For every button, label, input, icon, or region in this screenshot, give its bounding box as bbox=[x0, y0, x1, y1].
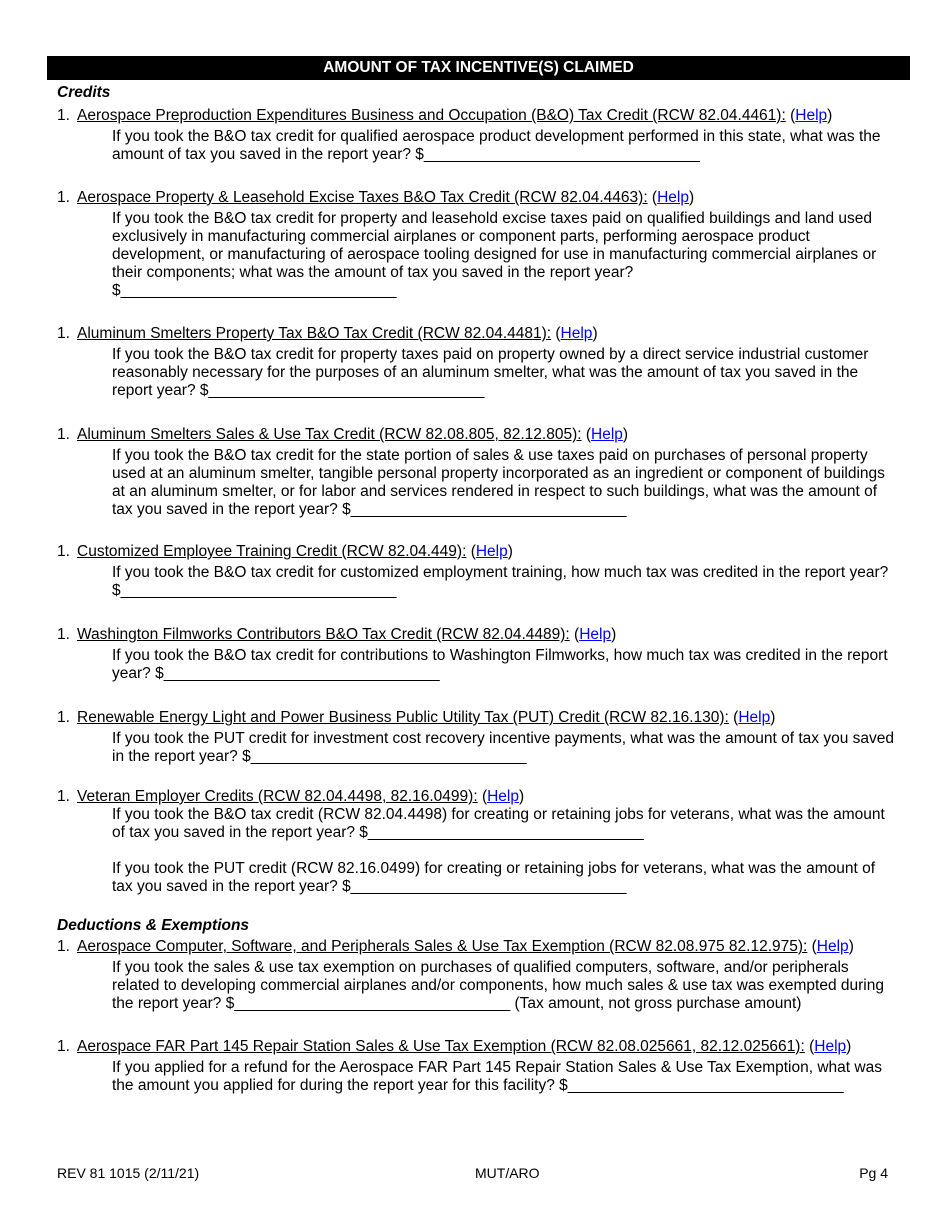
question-text: at an aluminum smelter, or for labor and services rendered in respect to such buildings, what was the amount of bbox=[112, 483, 878, 500]
question-line bbox=[112, 465, 917, 483]
question-line bbox=[112, 346, 917, 364]
question-line bbox=[112, 382, 917, 400]
item-title: Aerospace Preproduction Expenditures Business and Occupation (B&O) Tax Credit (RCW 82.04.4461): bbox=[77, 107, 786, 124]
question-text: tax you saved in the report year? bbox=[112, 501, 343, 518]
question-paragraph bbox=[112, 564, 917, 600]
question-paragraph bbox=[112, 346, 917, 400]
item-title: Aerospace Property & Leasehold Excise Taxes B&O Tax Credit (RCW 82.04.4463): bbox=[77, 189, 648, 206]
help-close-paren: ) bbox=[827, 107, 833, 124]
help-close-paren: ) bbox=[688, 189, 695, 206]
question-text: exclusively in manufacturing commercial airplanes or component parts, performing aerospace product bbox=[112, 228, 810, 245]
question-line bbox=[112, 282, 917, 300]
question-line bbox=[112, 1077, 917, 1095]
help-close-paren: ) bbox=[622, 426, 629, 443]
question-line bbox=[112, 210, 917, 228]
help-open-paren: ( bbox=[569, 626, 580, 643]
item-title: Aerospace FAR Part 145 Repair Station Sales & Use Tax Exemption (RCW 82.08.025661, 82.12.025661): bbox=[77, 1038, 805, 1055]
help-link[interactable]: Help bbox=[738, 709, 771, 726]
amount-field[interactable]: $________________________________ bbox=[359, 824, 644, 841]
credit-item-renewable-energy-put bbox=[57, 709, 917, 766]
exemption-item-aerospace-far-145 bbox=[57, 1038, 917, 1095]
item-heading bbox=[57, 788, 917, 806]
question-paragraph bbox=[112, 959, 917, 1013]
question-text: related to developing commercial airplanes and/or components, how much sales & use tax was exempted during bbox=[112, 977, 884, 994]
question-paragraph bbox=[112, 730, 917, 766]
question-text: If you took the B&O tax credit for contributions to Washington Filmworks, how much tax was credited in the report bbox=[112, 647, 888, 664]
question-line bbox=[112, 748, 917, 766]
help-open-paren: ( bbox=[804, 1038, 815, 1055]
section-banner: AMOUNT OF TAX INCENTIVE(S) CLAIMED bbox=[47, 56, 910, 80]
question-line bbox=[112, 582, 917, 600]
amount-field[interactable]: $________________________________ bbox=[242, 748, 527, 765]
question-text: If you took the B&O tax credit for the state portion of sales & use taxes paid on purchases of personal property bbox=[112, 447, 868, 464]
help-link[interactable]: Help bbox=[814, 1038, 847, 1055]
help-open-paren: ( bbox=[466, 543, 476, 560]
item-heading bbox=[57, 543, 917, 561]
item-title: Aerospace Computer, Software, and Peripherals Sales & Use Tax Exemption (RCW 82.08.975 82.12.975): bbox=[77, 938, 808, 955]
question-line bbox=[112, 564, 917, 582]
credits-heading: Credits bbox=[57, 84, 111, 101]
item-heading bbox=[57, 626, 917, 644]
question-text: reasonably necessary for the purposes of an aluminum smelter, what was the amount of tax you saved in the bbox=[112, 364, 859, 381]
question-text: If you took the B&O tax credit (RCW 82.04.4498) for creating or retaining jobs for veterans, what was the amount bbox=[112, 806, 885, 823]
amount-field[interactable]: $________________________________ bbox=[155, 665, 440, 682]
question-text: amount of tax you saved in the report year? bbox=[112, 146, 416, 163]
credit-item-washington-filmworks bbox=[57, 626, 917, 683]
question-line bbox=[112, 665, 917, 683]
help-open-paren: ( bbox=[807, 938, 817, 955]
exemption-item-aerospace-computer-software bbox=[57, 938, 917, 1013]
question-line bbox=[112, 977, 917, 995]
question-text: If you took the B&O tax credit for customized employment training, how much tax was credited in the report year? bbox=[112, 564, 889, 581]
credit-item-aerospace-property-leasehold bbox=[57, 189, 917, 300]
item-title: Renewable Energy Light and Power Business Public Utility Tax (PUT) Credit (RCW 82.16.130): bbox=[77, 709, 729, 726]
credit-item-aluminum-smelters-sales-use bbox=[57, 426, 917, 519]
help-link[interactable]: Help bbox=[579, 626, 612, 643]
item-title: Washington Filmworks Contributors B&O Tax Credit (RCW 82.04.4489): bbox=[77, 626, 570, 643]
help-link[interactable]: Help bbox=[560, 325, 593, 342]
item-number: 1. bbox=[57, 938, 70, 955]
help-open-paren: ( bbox=[785, 107, 796, 124]
footer-page-number: Pg 4 bbox=[859, 1165, 888, 1181]
item-heading bbox=[57, 189, 917, 207]
help-close-paren: ) bbox=[770, 709, 776, 726]
item-number: 1. bbox=[57, 107, 70, 124]
amount-field[interactable]: $________________________________ bbox=[559, 1077, 844, 1094]
question-text: development, or manufacturing of aerospace tooling designed for use in manufacturing commercial airplanes or bbox=[112, 246, 877, 263]
question-text: year? bbox=[112, 665, 156, 682]
question-paragraph bbox=[112, 128, 917, 164]
item-number: 1. bbox=[57, 426, 70, 443]
credit-item-aluminum-smelters-property bbox=[57, 325, 917, 400]
credit-item-aerospace-preproduction bbox=[57, 107, 917, 164]
question-text: in the report year? bbox=[112, 748, 243, 765]
question-line bbox=[112, 501, 917, 519]
help-link[interactable]: Help bbox=[657, 189, 689, 206]
item-number: 1. bbox=[57, 788, 70, 805]
item-number: 1. bbox=[57, 325, 70, 342]
amount-field[interactable]: $________________________________ bbox=[112, 582, 397, 599]
item-number: 1. bbox=[57, 543, 70, 560]
help-open-paren: ( bbox=[551, 325, 561, 342]
question-text: tax you saved in the report year? bbox=[112, 878, 343, 895]
question-paragraph bbox=[112, 210, 917, 300]
amount-field[interactable]: $________________________________ bbox=[225, 995, 511, 1012]
help-link[interactable]: Help bbox=[816, 938, 849, 955]
question-text: If you took the B&O tax credit for property taxes paid on property owned by a direct service industrial customer bbox=[112, 346, 869, 363]
question-line bbox=[112, 146, 917, 164]
question-line bbox=[112, 1059, 917, 1077]
question-line bbox=[112, 128, 917, 146]
question-text: of tax you saved in the report year? bbox=[112, 824, 360, 841]
help-close-paren: ) bbox=[507, 543, 513, 560]
help-close-paren: ) bbox=[848, 938, 854, 955]
question-text: the report year? bbox=[112, 995, 226, 1012]
question-paragraph bbox=[112, 447, 917, 519]
question-text: used at an aluminum smelter, tangible personal property incorporated as an ingredient or component of buildings bbox=[112, 465, 885, 482]
item-heading bbox=[57, 426, 917, 444]
amount-field[interactable]: $________________________________ bbox=[342, 878, 627, 895]
question-line bbox=[112, 995, 917, 1013]
item-number: 1. bbox=[57, 626, 70, 643]
question-line bbox=[112, 264, 917, 282]
question-line bbox=[112, 647, 917, 665]
question-text: report year? bbox=[112, 382, 200, 399]
question-line bbox=[112, 246, 917, 264]
question-line bbox=[112, 824, 917, 842]
question-paragraph bbox=[112, 647, 917, 683]
credit-item-veteran-employer bbox=[57, 788, 917, 896]
amount-field[interactable]: $________________________________ bbox=[199, 382, 485, 399]
question-paragraph bbox=[112, 860, 917, 896]
question-text: the amount you applied for during the report year for this facility? bbox=[112, 1077, 560, 1094]
help-open-paren: ( bbox=[728, 709, 739, 726]
question-line bbox=[112, 730, 917, 748]
question-paragraph bbox=[112, 806, 917, 842]
amount-note: (Tax amount, not gross purchase amount) bbox=[510, 995, 802, 1012]
footer-division: MUT/ARO bbox=[475, 1165, 540, 1181]
item-heading bbox=[57, 325, 917, 343]
question-line bbox=[112, 878, 917, 896]
help-open-paren: ( bbox=[647, 189, 658, 206]
help-open-paren: ( bbox=[581, 426, 592, 443]
question-text: If you took the sales & use tax exemption on purchases of qualified computers, software, and/or peripherals bbox=[112, 959, 849, 976]
question-line bbox=[112, 228, 917, 246]
item-title: Aluminum Smelters Property Tax B&O Tax Credit (RCW 82.04.4481): bbox=[77, 325, 552, 342]
question-text: If you took the PUT credit for investment cost recovery incentive payments, what was the amount of tax you saved bbox=[112, 730, 894, 747]
question-line bbox=[112, 806, 917, 824]
amount-field[interactable]: $________________________________ bbox=[342, 501, 627, 518]
item-heading bbox=[57, 1038, 917, 1056]
help-link[interactable]: Help bbox=[487, 788, 519, 805]
deductions-heading: Deductions & Exemptions bbox=[57, 917, 250, 934]
amount-field[interactable]: $________________________________ bbox=[415, 146, 700, 163]
item-title: Veteran Employer Credits (RCW 82.04.4498, 82.16.0499): bbox=[77, 788, 478, 805]
question-text: If you took the B&O tax credit for property and leasehold excise taxes paid on qualified buildings and land used bbox=[112, 210, 872, 227]
help-close-paren: ) bbox=[592, 325, 598, 342]
help-close-paren: ) bbox=[846, 1038, 852, 1055]
question-line bbox=[112, 364, 917, 382]
help-link[interactable]: Help bbox=[475, 543, 508, 560]
item-title: Customized Employee Training Credit (RCW 82.04.449): bbox=[77, 543, 467, 560]
item-heading bbox=[57, 709, 917, 727]
item-title: Aluminum Smelters Sales & Use Tax Credit (RCW 82.08.805, 82.12.805): bbox=[77, 426, 582, 443]
item-number: 1. bbox=[57, 189, 70, 206]
question-text: If you took the PUT credit (RCW 82.16.0499) for creating or retaining jobs for veterans, what was the amount of bbox=[112, 860, 876, 877]
item-heading bbox=[57, 107, 917, 125]
credit-item-customized-employee-training bbox=[57, 543, 917, 600]
help-close-paren: ) bbox=[611, 626, 617, 643]
item-heading bbox=[57, 938, 917, 956]
question-paragraph bbox=[112, 1059, 917, 1095]
item-number: 1. bbox=[57, 709, 70, 726]
help-link[interactable]: Help bbox=[795, 107, 828, 124]
question-text: If you took the B&O tax credit for qualified aerospace product development performed in this state, what was the bbox=[112, 128, 881, 145]
help-open-paren: ( bbox=[477, 788, 488, 805]
question-line bbox=[112, 483, 917, 501]
question-line bbox=[112, 959, 917, 977]
footer-form-id: REV 81 1015 (2/11/21) bbox=[57, 1165, 200, 1181]
help-close-paren: ) bbox=[519, 788, 525, 805]
item-number: 1. bbox=[57, 1038, 70, 1055]
question-text: If you applied for a refund for the Aerospace FAR Part 145 Repair Station Sales & Use Tax Exemption, what was bbox=[112, 1059, 882, 1076]
question-line bbox=[112, 447, 917, 465]
question-line bbox=[112, 860, 917, 878]
amount-field[interactable]: $________________________________ bbox=[112, 282, 397, 299]
help-link[interactable]: Help bbox=[591, 426, 623, 443]
question-text: their components; what was the amount of tax you saved in the report year? bbox=[112, 264, 634, 281]
